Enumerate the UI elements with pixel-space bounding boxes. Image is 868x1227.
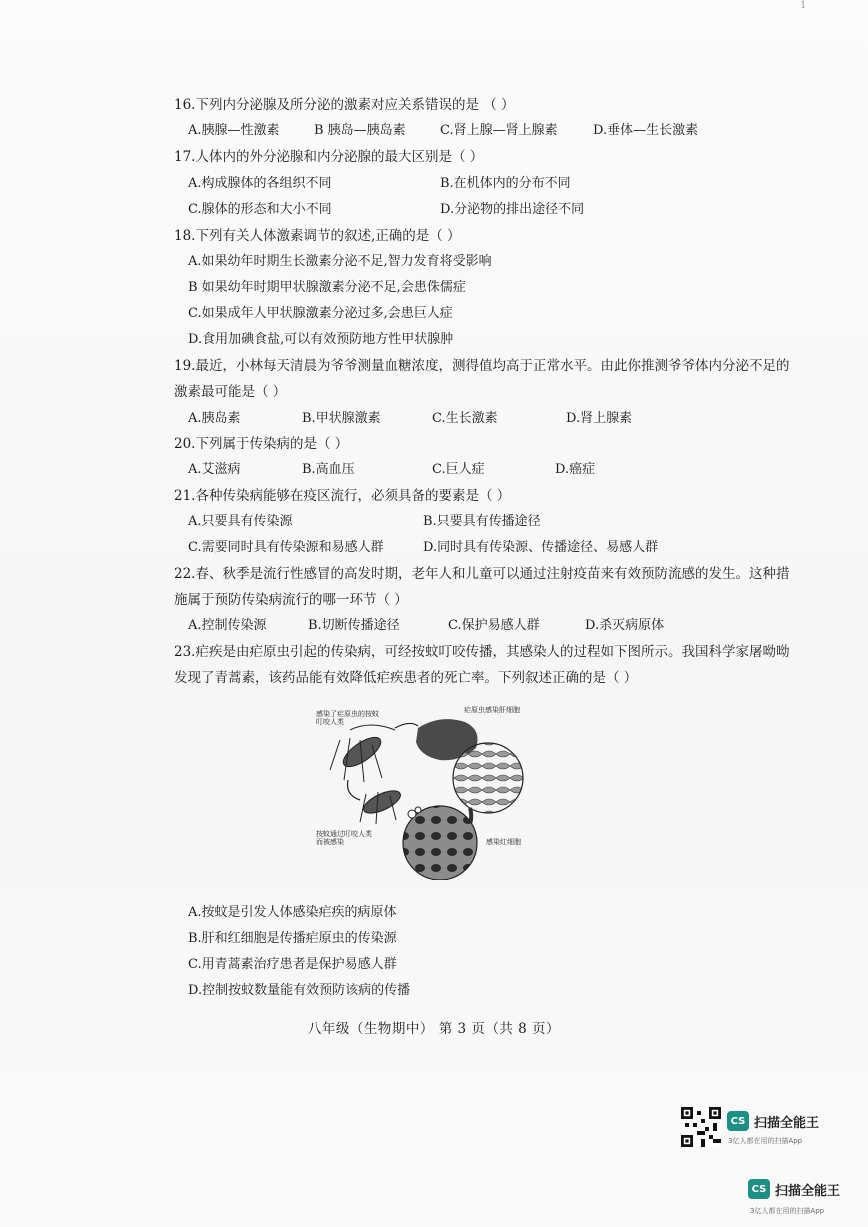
malaria-cycle-illustration (300, 700, 540, 880)
q21-option-d: D.同时具有传染源、传播途径、易感人群 (423, 540, 659, 555)
camscanner-logo-icon-footer: CS (748, 1179, 770, 1199)
q16-option-b: B 胰岛—胰岛素 (314, 123, 406, 138)
q18-option-c: C.如果成年人甲状腺激素分泌过多,会患巨人症 (188, 306, 453, 321)
question-22-stem-line1: 22.春、秋季是流行性感冒的高发时期，老年人和儿童可以通过注射疫苗来有效预防流感的发生。这种措 (174, 566, 790, 582)
q23-option-a: A.按蚊是引发人体感染疟疾的病原体 (188, 905, 397, 920)
corner-mark: 1 (800, 0, 807, 11)
q16-option-a: A.胰腺—性激素 (188, 123, 280, 138)
question-23-stem-line2: 发现了青蒿素，该药品能有效降低疟疾患者的死亡率。下列叙述正确的是（ ） (174, 670, 638, 686)
q23-option-b: B.肝和红细胞是传播疟原虫的传染源 (188, 931, 397, 946)
q17-option-c: C.腺体的形态和大小不同 (188, 202, 332, 217)
q23-option-d: D.控制按蚊数量能有效预防该病的传播 (188, 983, 411, 998)
figure-label-liver-infection: 疟原虫感染肝细胞 (464, 706, 520, 714)
camscanner-watermark (727, 1111, 819, 1131)
q21-option-a: A.只要具有传染源 (188, 514, 293, 529)
question-17-stem: 17.人体内的外分泌腺和内分泌腺的最大区别是（ ） (174, 149, 484, 165)
q20-option-a: A.艾滋病 (188, 462, 241, 477)
q22-option-b: B.切断传播途径 (308, 618, 400, 633)
q19-option-c: C.生长激素 (432, 411, 498, 426)
q19-option-d: D.肾上腺素 (566, 411, 633, 426)
question-20-stem: 20.下列属于传染病的是（ ） (174, 436, 349, 452)
camscanner-name-footer: 扫描全能王 (775, 1183, 841, 1199)
q22-option-c: C.保护易感人群 (448, 618, 540, 633)
camscanner-watermark-footer (748, 1179, 840, 1199)
q20-option-b: B.高血压 (302, 462, 355, 477)
malaria-cycle-figure (300, 700, 540, 880)
q20-option-d: D.癌症 (555, 462, 596, 477)
question-22-stem-line2: 施属于预防传染病流行的哪一环节（ ） (174, 592, 408, 608)
figure-label-rbc-infection: 感染红细胞 (486, 838, 521, 846)
question-18-stem: 18.下列有关人体激素调节的叙述,正确的是（ ） (174, 228, 461, 244)
camscanner-name: 扫描全能王 (754, 1115, 820, 1131)
q18-option-a: A.如果幼年时期生长激素分泌不足,智力发育将受影响 (188, 254, 492, 269)
q19-option-a: A.胰岛素 (188, 411, 241, 426)
question-16-stem: 16.下列内分泌腺及所分泌的激素对应关系错误的是 （ ） (174, 97, 515, 113)
mosquito-top (330, 725, 395, 782)
q22-option-d: D.杀灭病原体 (585, 618, 665, 633)
q17-option-d: D.分泌物的排出途径不同 (440, 202, 585, 217)
q18-option-d: D.食用加碘食盐,可以有效预防地方性甲状腺肿 (188, 332, 454, 347)
figure-label-mosquito-bites: 感染了疟原虫的按蚊 叮咬人类 (316, 710, 379, 726)
q17-option-b: B.在机体内的分布不同 (440, 176, 571, 191)
camscanner-tagline-footer: 3亿人都在用的扫描App (750, 1207, 825, 1215)
q16-option-c: C.肾上腺—肾上腺素 (440, 123, 558, 138)
q21-option-c: C.需要同时具有传染源和易感人群 (188, 540, 384, 555)
q21-option-b: B.只要具有传播途径 (423, 514, 541, 529)
camscanner-tagline: 3亿人都在用的扫描App (728, 1137, 803, 1145)
q23-option-c: C.用青蒿素治疗患者是保护易感人群 (188, 957, 397, 972)
question-23-stem-line1: 23.疟疾是由疟原虫引起的传染病，可经按蚊叮咬传播，其感染人的过程如下图所示。我国科学家屠呦呦 (174, 644, 790, 660)
question-19-stem-line2: 激素最可能是（ ） (174, 384, 287, 400)
question-19-stem-line1: 19.最近，小林每天清晨为爷爷测量血糖浓度，测得值均高于正常水平。由此你推测爷爷体内分泌不足的 (174, 358, 790, 374)
qr-code-icon (681, 1107, 721, 1147)
liver-cells-circle (453, 743, 523, 813)
figure-label-mosquito-infected: 按蚊通过叮咬人类 而被感染 (316, 830, 372, 846)
q22-option-a: A.控制传染源 (188, 618, 267, 633)
q20-option-c: C.巨人症 (432, 462, 485, 477)
q18-option-b: B 如果幼年时期甲状腺激素分泌不足,会患侏儒症 (188, 280, 466, 295)
question-21-stem: 21.各种传染病能够在疫区流行，必须具备的要素是（ ） (174, 488, 511, 504)
camscanner-logo-icon: CS (727, 1111, 749, 1131)
q16-option-d: D.垂体—生长激素 (593, 123, 699, 138)
q19-option-b: B.甲状腺激素 (302, 411, 381, 426)
q17-option-a: A.构成腺体的各组织不同 (188, 176, 332, 191)
page-footer: 八年级（生物期中） 第 3 页（共 8 页） (307, 1021, 561, 1037)
mosquito-bottom (360, 786, 421, 824)
